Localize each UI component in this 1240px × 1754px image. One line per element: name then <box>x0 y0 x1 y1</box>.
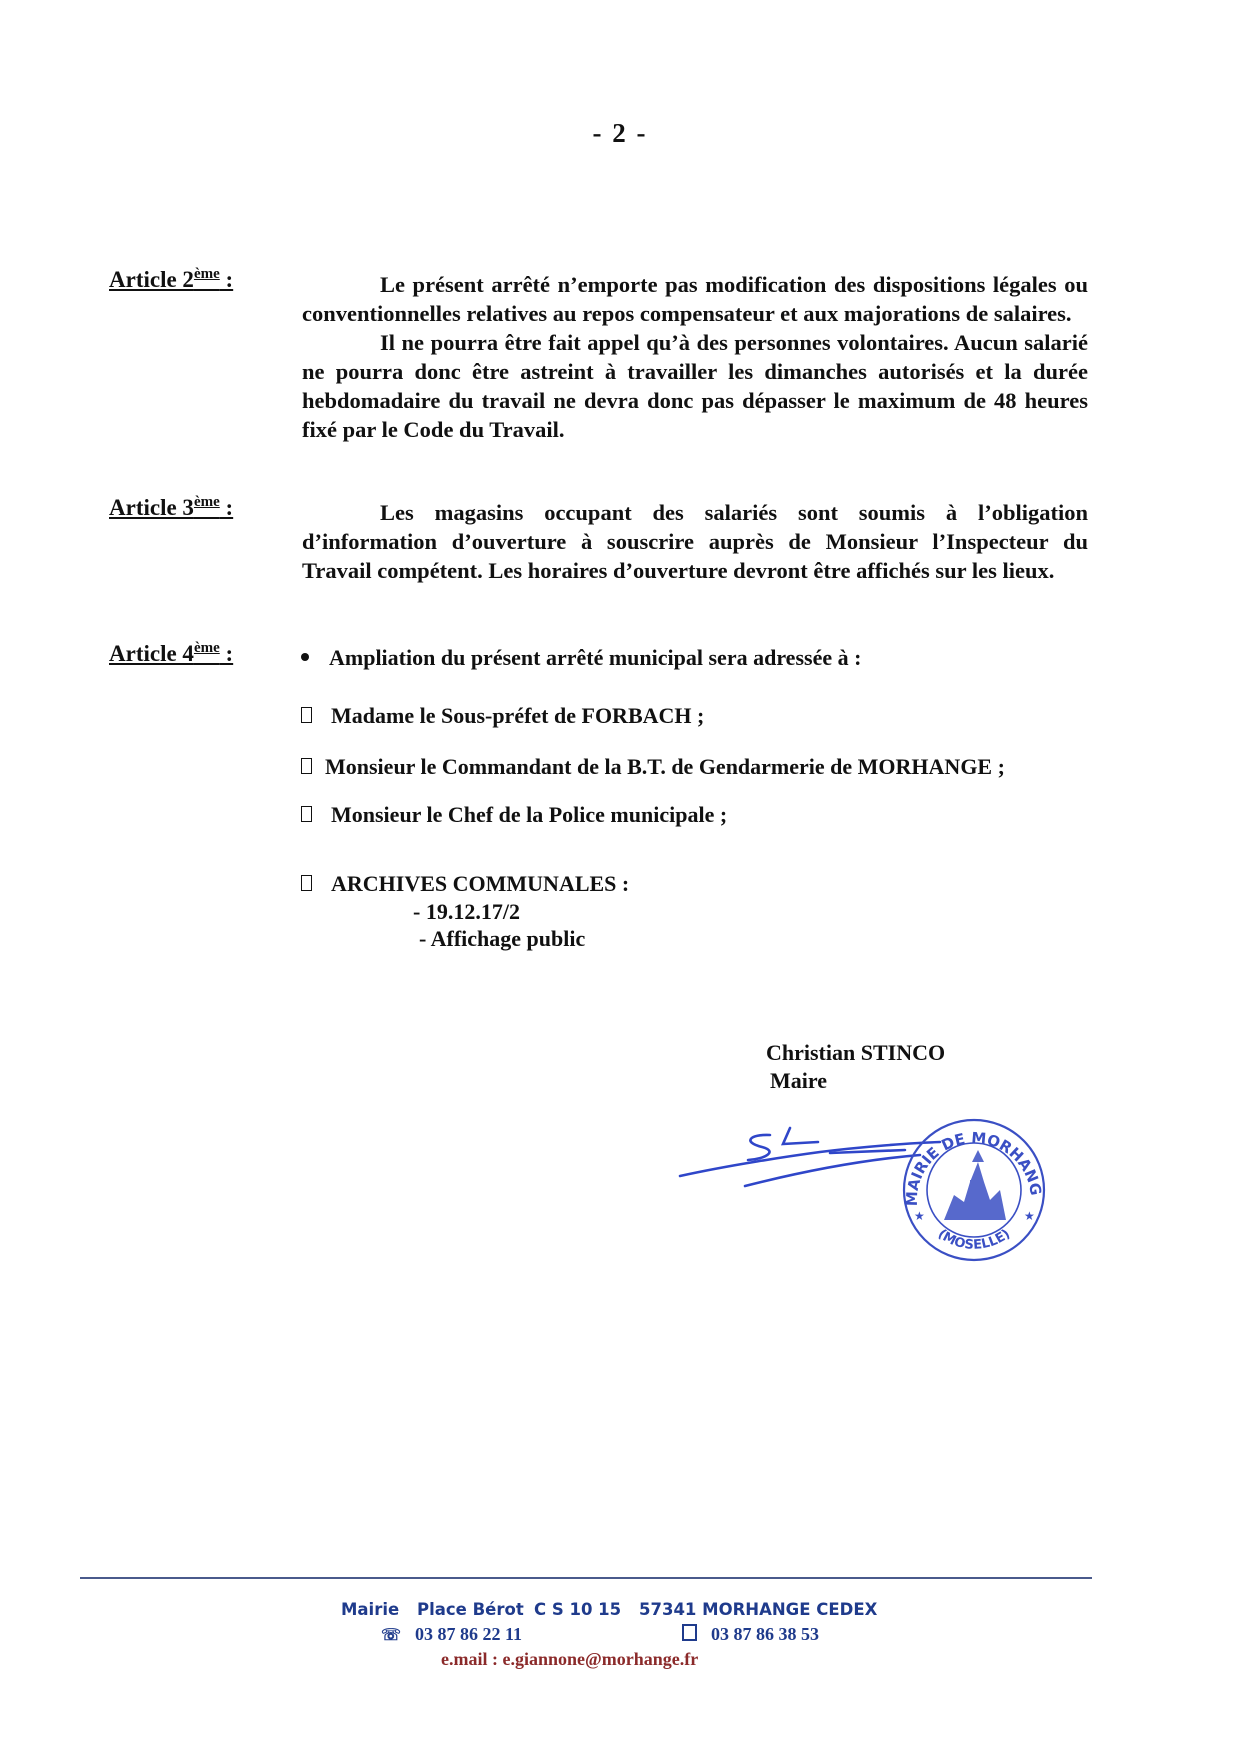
article-2-label: Article 2ème : <box>109 266 234 292</box>
recipient-item: Madame le Sous-préfet de FORBACH ; <box>301 703 704 729</box>
archive-item: - 19.12.17/2 <box>413 899 520 924</box>
footer-address-street: Place Bérot <box>417 1600 524 1619</box>
svg-text:★: ★ <box>1024 1209 1035 1223</box>
checkbox-icon <box>301 806 312 822</box>
article-2-paragraph-1: Le présent arrêté n’emporte pas modification des dispositions légales ou conventionnelles relatives au repos compensateur et aux majorations de salaires. <box>302 272 1088 326</box>
article-3-body <box>302 498 1088 585</box>
footer-rule <box>80 1577 1092 1579</box>
checkbox-icon <box>301 875 312 891</box>
footer-address-cs: C S 10 15 <box>534 1600 622 1619</box>
fax-icon <box>682 1624 697 1641</box>
svg-text:(MOSELLE): (MOSELLE) <box>934 1226 1014 1253</box>
phone-icon: ☏ <box>381 1627 402 1644</box>
footer-address-mairie: Mairie <box>341 1600 400 1619</box>
recipient-item: Monsieur le Chef de la Police municipale ; <box>301 802 727 828</box>
signatory-title: Maire <box>770 1068 828 1093</box>
footer-fax: 03 87 86 38 53 <box>682 1624 819 1645</box>
recipient-item: Monsieur le Commandant de la B.T. de Gendarmerie de MORHANGE ; <box>301 754 1005 780</box>
handwritten-signature <box>680 1128 940 1186</box>
svg-text:MAIRIE DE MORHANGE: MAIRIE DE MORHANG <box>902 1128 1045 1207</box>
article-3-paragraph-1: Les magasins occupant des salariés sont soumis à l’obligation d’information d’ouverture à souscrire auprès de Monsieur l’Inspecteur du Travail compétent. Les horaires d’ouverture devront être affichés sur les lieux. <box>302 500 1088 583</box>
article-2-paragraph-2: Il ne pourra être fait appel qu’à des personnes volontaires. Aucun salarié ne pourra donc être astreint à travailler les dimanches autorisés et la durée hebdomadaire du travail ne devra donc pas dépasser le maximum de 48 heures fixé par le Code du Travail. <box>302 330 1088 442</box>
recipient-item: ARCHIVES COMMUNALES : <box>301 871 629 897</box>
signature-and-stamp <box>670 1110 1070 1270</box>
article-4-intro: Ampliation du présent arrêté municipal sera adressée à : <box>301 645 861 671</box>
article-3-label: Article 3ème : <box>109 494 234 520</box>
footer-email: e.mail : e.giannone@morhange.fr <box>441 1649 699 1669</box>
official-stamp <box>903 1120 1045 1260</box>
checkbox-icon <box>301 758 312 774</box>
article-2-body <box>302 270 1088 444</box>
page-number: - 2 - <box>592 118 648 148</box>
svg-text:★: ★ <box>914 1209 925 1223</box>
footer-address-city: 57341 MORHANGE CEDEX <box>639 1600 878 1619</box>
signatory-name: Christian STINCO <box>766 1040 946 1065</box>
footer-phone: ☏ 03 87 86 22 11 <box>381 1624 523 1644</box>
archive-item: - Affichage public <box>419 926 586 951</box>
article-4-label: Article 4ème : <box>109 640 234 666</box>
bullet-icon <box>301 653 309 661</box>
checkbox-icon <box>301 707 312 723</box>
